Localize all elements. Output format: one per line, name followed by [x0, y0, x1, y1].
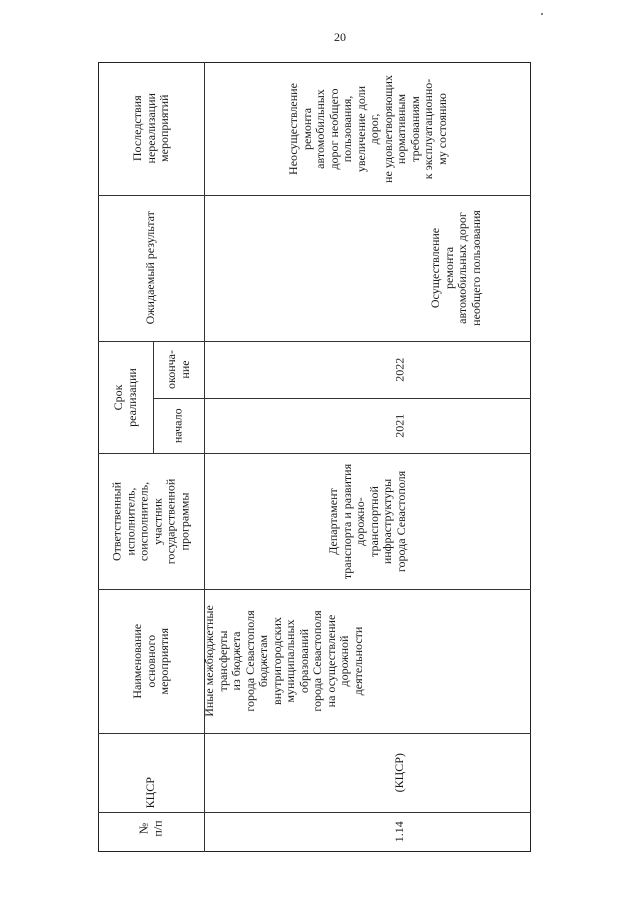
- header-result-text: Ожидаемый результат: [143, 211, 158, 325]
- header-num-text: № п/п: [136, 820, 164, 837]
- row-name: [201, 589, 531, 733]
- header-executor: [98, 453, 204, 589]
- header-consequences: [98, 62, 204, 195]
- row-num: [204, 812, 531, 852]
- header-executor-text: Ответственный исполнитель, соисполнитель, участник государственной программы: [109, 478, 191, 564]
- row-result-text: Осуществление ремонта автомобильных дорог необщего пользования: [427, 210, 482, 326]
- row-term-start: [204, 398, 531, 453]
- row-term-start-text: 2021: [391, 413, 406, 438]
- scan-speck: [541, 13, 543, 15]
- row-kcsr: [204, 733, 531, 812]
- header-term-end-text: оконча- ние: [164, 350, 192, 389]
- header-term-start: [153, 398, 204, 453]
- header-term-end: [153, 341, 204, 398]
- row-num-text: 1.14: [391, 821, 406, 843]
- header-term: [98, 341, 153, 453]
- row-executor: [204, 453, 531, 589]
- row-consequences-text: Неосуществление ремонта автомобильных дорог необщего пользования, увеличение доли дорог, не удовлетворяющих нормативным требованиям к эксплуатационно- му состоянию: [285, 74, 448, 183]
- header-name: [98, 589, 204, 733]
- row-term-end-text: 2022: [391, 357, 406, 382]
- header-kcsr-text: КЦСР: [143, 776, 158, 809]
- page-number: 20: [334, 30, 346, 44]
- header-term-start-text: начало: [170, 408, 185, 443]
- row-kcsr-text: (КЦСР): [391, 752, 406, 793]
- header-term-text: Срок реализации: [111, 367, 139, 427]
- row-term-end: [204, 341, 531, 398]
- header-name-text: Наименование основного мероприятия: [129, 623, 171, 699]
- header-result: [98, 195, 204, 341]
- row-result: [204, 195, 531, 341]
- row-executor-text: Департамент транспорта и развития дорожно- транспортной инфраструктуры города Севастополя: [326, 463, 408, 579]
- header-consequences-text: Последствия нереализации мероприятий: [129, 93, 171, 164]
- row-consequences: [204, 62, 531, 195]
- row-name-text: Иные межбюджетные трансферты из бюджета города Севастополя бюджетам внутригородских муниципальных образований города Севастополя на осуществление дорожной деятельности: [201, 605, 364, 717]
